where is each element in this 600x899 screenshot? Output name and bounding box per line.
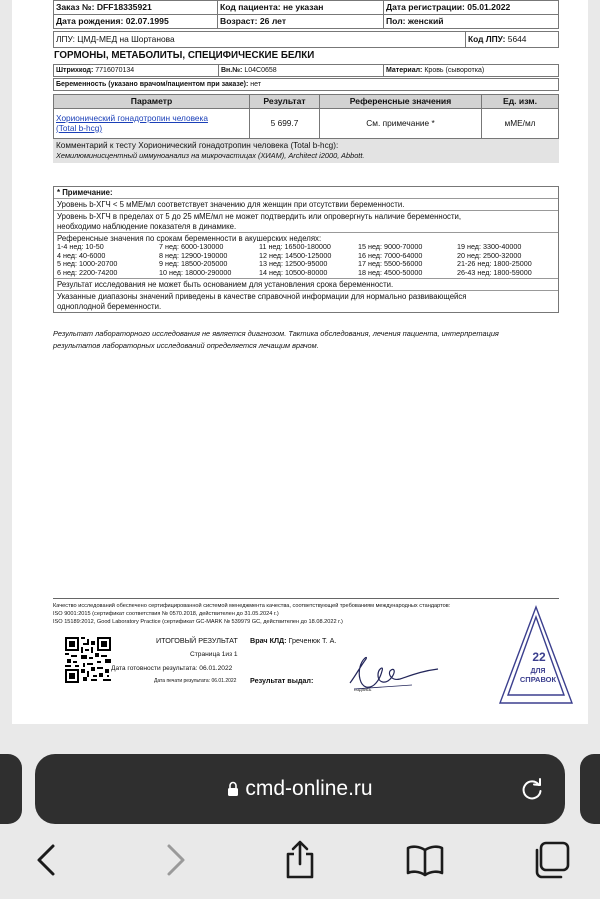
col-unit: Ед. изм.: [482, 95, 559, 109]
doctor: Врач КЛД: Греченюк Т. А.: [250, 636, 337, 645]
address-bar[interactable]: [35, 754, 565, 824]
col-parameter: Параметр: [54, 95, 250, 109]
svg-text:ДЛЯ: ДЛЯ: [530, 668, 546, 675]
note-box: [53, 186, 559, 313]
note-line: Указанные диапазоны значений приведены в качестве справочной информации для нормально развивающейся одноплодной беременности.: [57, 292, 467, 311]
patient-age: Возраст: 26 лет: [218, 15, 384, 29]
registration-date: Дата регистрации: 05.01.2022: [384, 1, 559, 15]
birth-date: Дата рождения: 02.07.1995: [54, 15, 218, 29]
note-line: Результат исследования не может быть основанием для установления срока беременности.: [54, 279, 558, 291]
note-title: * Примечание:: [54, 187, 558, 199]
note-line: Уровень b-ХГЧ в пределах от 5 до 25 мМЕ/мл не может подтвердить или опровергнуть наличие беременности, необходимо наблюдение показателя в динамике.: [54, 211, 558, 233]
final-result-label: ИТОГОВЫЙ РЕЗУЛЬТАТ: [156, 636, 238, 645]
ref-cell: 18 нед: 4500-50000: [358, 267, 423, 277]
print-date: Дата печати результата: 06.01.2022: [154, 678, 237, 684]
result-value: 5 699.7: [250, 109, 320, 139]
lab-report: [53, 0, 559, 352]
ref-cell: 20 нед: 2500-32000: [457, 250, 522, 260]
url-text: cmd-online.ru: [245, 777, 373, 800]
ref-cell: 1-4 нед: 10-50: [57, 242, 104, 252]
order-number: Заказ №: DFF18335921: [54, 1, 218, 15]
lpu-name: ЛПУ: ЦМД-МЕД на Шортанова: [54, 32, 466, 48]
signature-icon: [342, 645, 442, 695]
note-line: Уровень b-ХГЧ < 5 мМЕ/мл соответствует значению для женщин при отсутствии беременности.: [54, 199, 558, 211]
next-tab-peek[interactable]: [580, 754, 600, 824]
ref-cell: 14 нед: 10500-80000: [259, 267, 328, 277]
lpu-code: Код ЛПУ: 5644: [466, 32, 559, 48]
ref-cell: 16 нед: 7000-64000: [358, 250, 423, 260]
ref-cell: 15 нед: 9000-70000: [358, 242, 423, 252]
patient-sex: Пол: женский: [384, 15, 559, 29]
section-title: ГОРМОНЫ, МЕТАБОЛИТЫ, СПЕЦИФИЧЕСКИЕ БЕЛКИ: [54, 50, 315, 62]
disclaimer: Результат лабораторного исследования не является диагнозом. Тактика обследования, лечения пациента, интерпретация результатов лабораторных исследований определяется лечащим врачом.: [53, 329, 499, 351]
barcode: Штрихкод: 7716070134: [54, 65, 219, 77]
comment-title: Комментарий к тесту Хорионический гонадотропин человека (Total b-hcg):: [56, 141, 339, 151]
share-icon[interactable]: [280, 840, 320, 880]
previous-tab-peek[interactable]: [0, 754, 22, 824]
bookmarks-icon[interactable]: [405, 840, 445, 880]
forward-icon[interactable]: [155, 840, 195, 880]
reload-icon[interactable]: [519, 776, 545, 802]
ref-grid: [57, 243, 555, 277]
reference-ranges: [54, 233, 558, 279]
svg-text:22: 22: [532, 650, 546, 664]
document-page: [12, 0, 588, 724]
ref-cell: 11 нед: 16500-180000: [259, 242, 331, 252]
col-reference: Референсные значения: [320, 95, 482, 109]
browser-toolbar: [0, 832, 600, 899]
ref-cell: 9 нед: 18500-205000: [159, 259, 228, 269]
table-row: [54, 109, 559, 139]
ref-cell: 8 нед: 12900-190000: [159, 250, 228, 260]
lpu-table: [53, 31, 559, 48]
ref-cell: 12 нед: 14500-125000: [259, 250, 332, 260]
pregnancy-status: Беременность (указано врачом/пациентом при заказе): нет: [54, 79, 559, 91]
signature-caption: подпись: [354, 687, 372, 692]
col-result: Результат: [250, 95, 320, 109]
test-comment: [53, 139, 559, 163]
header-table: [53, 0, 559, 29]
material: Материал: Кровь (сыворотка): [384, 65, 559, 77]
ref-title: Референсные значения по срокам беременности в акушерских неделях:: [57, 233, 322, 243]
ref-cell: 10 нед: 18000-290000: [159, 267, 232, 277]
ref-cell: 7 нед: 6000-130000: [159, 242, 224, 252]
page-counter: Страница 1из 1: [190, 651, 238, 658]
patient-code: Код пациента: не указан: [218, 1, 384, 15]
ref-cell: 4 нед: 40-6000: [57, 250, 106, 260]
issued-label: Результат выдал:: [250, 676, 314, 685]
reference-value: См. примечание *: [320, 109, 482, 139]
internal-number: Вн.№: L04C0658: [219, 65, 384, 77]
results-table: [53, 94, 559, 139]
ref-cell: 13 нед: 12500-95000: [259, 259, 328, 269]
parameter-link[interactable]: Хорионический гонадотропин человека (Total b-hcg): [54, 109, 250, 139]
quality-statement: Качество исследований обеспечено сертифицированной системой менеджмента качества, соответствующей требованиям международных стандартов: ISO 9001:2015 (сертификат соответствия № 0570.2018, действителен до 31.05.2024 г.) ISO 15189:2012, Good Laboratory Practice (сертификат GC-MARK № 539979 GC, действителен до 18.08.2022 г.): [53, 598, 559, 626]
ready-date: Дата готовности результата: 06.01.2022: [111, 665, 233, 672]
ref-cell: 5 нед: 1000-20700: [57, 259, 118, 269]
pregnancy-table: [53, 78, 559, 91]
stamp-icon: [496, 603, 576, 709]
unit-value: мМЕ/мл: [482, 109, 559, 139]
lock-icon: [227, 781, 239, 797]
svg-text:СПРАВОК: СПРАВОК: [519, 675, 557, 684]
meta-table: [53, 64, 559, 77]
ref-cell: 6 нед: 2200-74200: [57, 267, 118, 277]
comment-text: Хемилюминисцентный иммуноанализ на микрочастицах (ХИАМ), Architect i2000, Abbott.: [56, 151, 365, 161]
qr-code-icon: [65, 637, 111, 683]
ref-cell: 21-26 нед: 1800-25000: [457, 259, 532, 269]
ref-cell: 17 нед: 5500-56000: [358, 259, 423, 269]
back-icon[interactable]: [27, 840, 67, 880]
ref-cell: 19 нед: 3300-40000: [457, 242, 522, 252]
ref-cell: 26-43 нед: 1800-59000: [457, 267, 532, 277]
tabs-icon[interactable]: [531, 840, 571, 880]
